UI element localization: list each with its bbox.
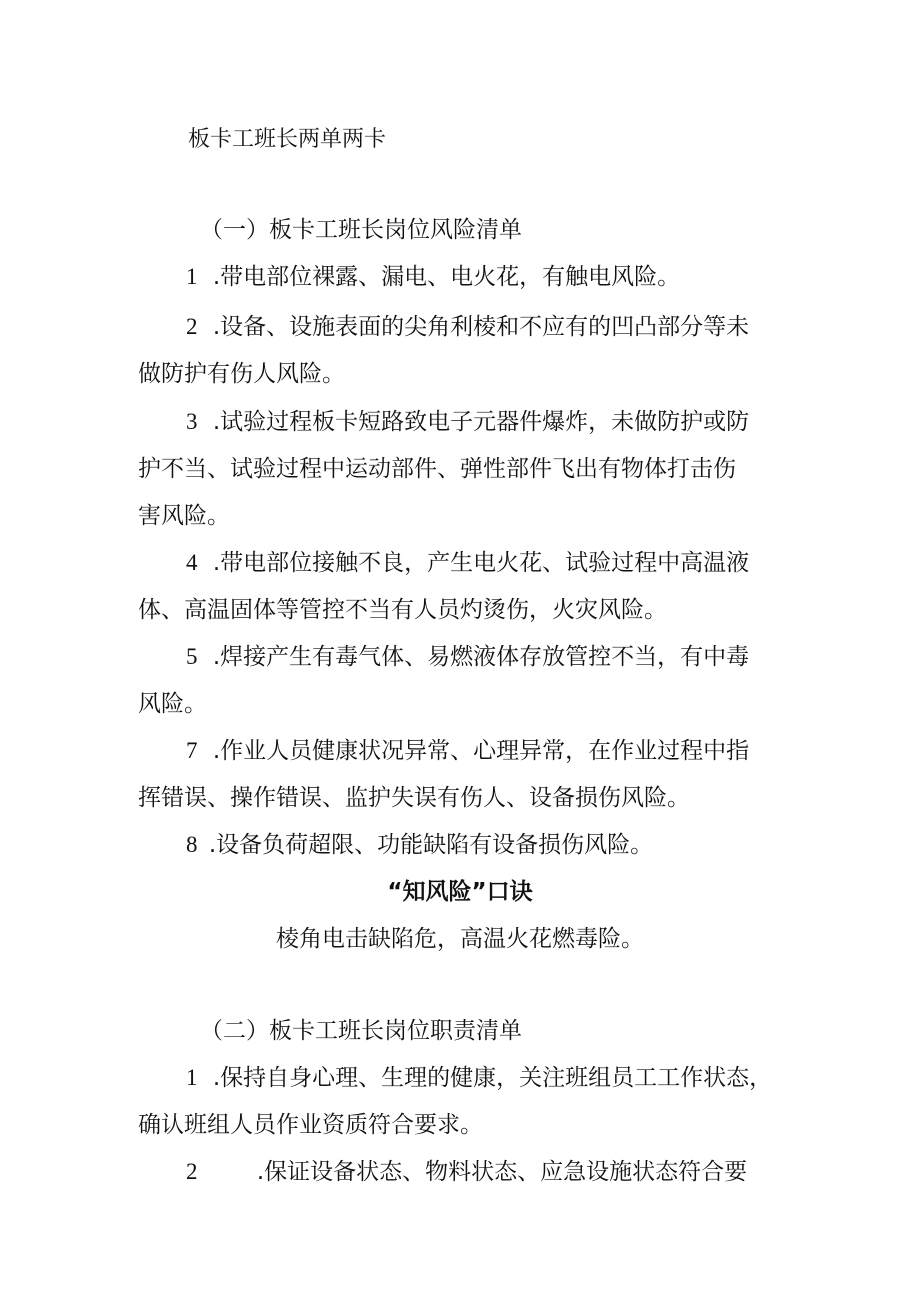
duty-item-1-cont: 确认班组人员作业资质符合要求。: [138, 1112, 483, 1138]
item-text: .保持自身心理、生理的健康，关注班组员工工作状态，: [212, 1065, 773, 1091]
risk-item-2-cont: 做防护有伤人风险。: [138, 361, 345, 387]
duty-item-1: [186, 1063, 772, 1093]
risk-item-5: [186, 642, 749, 672]
section1-heading: （一）板卡工班长岗位风险清单: [200, 217, 522, 243]
mnemonic-text: 棱角电击缺陷危，高温火花燃毒险。: [276, 926, 644, 952]
item-text: .设备、设施表面的尖角利棱和不应有的凹凸部分等未: [212, 314, 750, 340]
risk-item-2: [186, 312, 749, 342]
risk-item-7-cont: 挥错误、操作错误、监护失误有伤人、设备损伤风险。: [138, 785, 690, 811]
item-text: .带电部位裸露、漏电、电火花，有触电风险。: [212, 264, 681, 290]
risk-item-5-cont: 风险。: [138, 691, 207, 717]
item-text: .作业人员健康状况异常、心理异常，在作业过程中指: [212, 738, 750, 764]
item-number: 2: [186, 1159, 198, 1184]
mnemonic-title: “知风险”口诀: [387, 879, 533, 905]
item-number: 3: [186, 409, 198, 434]
item-text: .带电部位接触不良，产生电火花、试验过程中高温液: [212, 550, 750, 576]
risk-item-3-cont: 护不当、试验过程中运动部件、弹性部件飞出有物体打击伤: [138, 456, 736, 482]
risk-item-4: [186, 548, 749, 578]
item-number: 8: [186, 832, 198, 857]
item-number: 4: [186, 550, 198, 575]
item-number: 5: [186, 644, 198, 669]
duty-item-2: [186, 1157, 747, 1187]
risk-item-3: [186, 407, 749, 437]
item-number: 7: [186, 738, 198, 763]
item-number: 2: [186, 314, 198, 339]
item-text: .设备负荷超限、功能缺陷有设备损伤风险。: [208, 832, 654, 858]
item-text: .焊接产生有毒气体、易燃液体存放管控不当，有中毒: [212, 644, 750, 670]
risk-item-3-cont: 害风险。: [138, 503, 230, 529]
item-text: .试验过程板卡短路致电子元器件爆炸，未做防护或防: [212, 409, 750, 435]
document-title: 板卡工班长两单两卡: [188, 127, 387, 152]
item-text: .保证设备状态、物料状态、应急设施状态符合要: [256, 1159, 748, 1185]
section2-heading: （二）板卡工班长岗位职责清单: [200, 1018, 522, 1044]
risk-item-7: [186, 736, 749, 766]
item-number: 1: [186, 264, 198, 289]
item-number: 1: [186, 1065, 198, 1090]
risk-item-4-cont: 体、高温固体等管控不当有人员灼烫伤，火灾风险。: [138, 597, 667, 623]
risk-item-8: [186, 830, 653, 860]
risk-item-1: [186, 262, 680, 292]
